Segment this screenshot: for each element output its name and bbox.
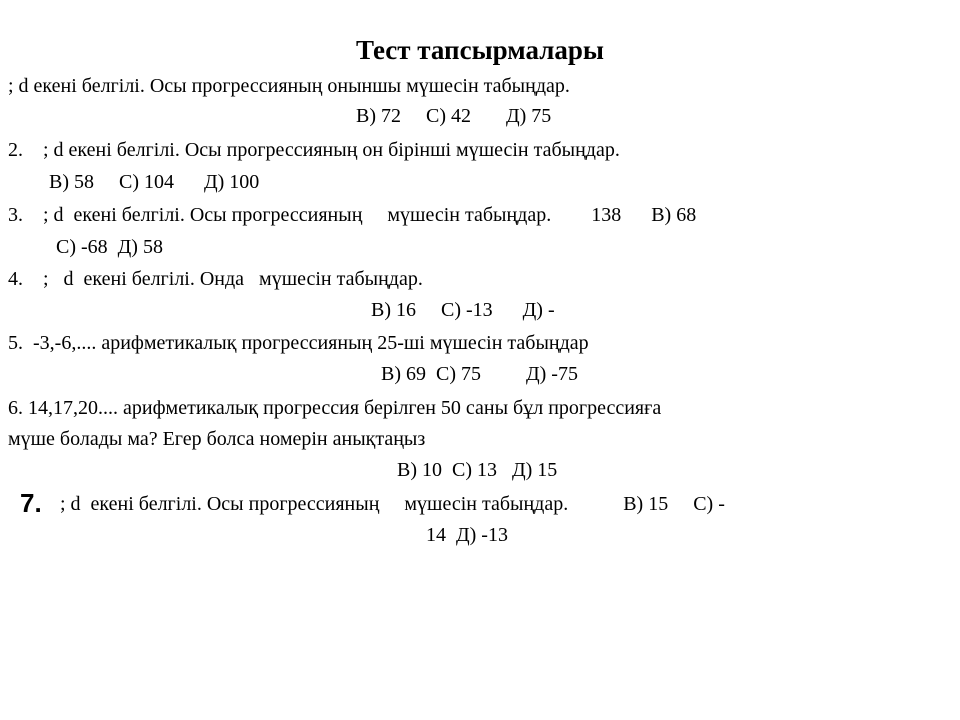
- question-2-answers: В) 58 С) 104 Д) 100: [49, 171, 260, 193]
- question-6-text: 6. 14,17,20.... арифметикалық прогрессия берілген 50 саны бұл прогрессияға: [8, 397, 662, 419]
- question-3-answers: С) -68 Д) 58: [56, 236, 163, 258]
- question-7-text: ; d екені белгілі. Осы прогрессияның мүшесін табыңдар. В) 15 С) -: [60, 493, 725, 515]
- question-5-answers: В) 69 С) 75 Д) -75: [381, 363, 578, 385]
- question-6-answers: В) 10 С) 13 Д) 15: [397, 459, 558, 481]
- question-2-text: 2. ; d екені белгілі. Осы прогрессияның он бірінші мүшесін табыңдар.: [8, 139, 620, 161]
- question-1-answers: В) 72 С) 42 Д) 75: [356, 105, 552, 127]
- question-1-text: ; d екені белгілі. Осы прогрессияның оныншы мүшесін табыңдар.: [8, 75, 570, 97]
- question-5-text: 5. -3,-6,.... арифметикалық прогрессияның 25-ші мүшесін табыңдар: [8, 332, 589, 354]
- question-3-text: 3. ; d екені белгілі. Осы прогрессияның мүшесін табыңдар. 138 В) 68: [8, 204, 697, 226]
- question-4-answers: В) 16 С) -13 Д) -: [371, 299, 555, 321]
- question-4-text: 4. ; d екені белгілі. Онда мүшесін табыңдар.: [8, 268, 423, 290]
- question-7-answers-cont: 14 Д) -13: [426, 524, 508, 546]
- question-7-number: 7.: [20, 488, 42, 518]
- page-title: Тест тапсырмалары: [356, 35, 604, 65]
- question-6-text-cont: мүше болады ма? Егер болса номерін анықтаңыз: [8, 428, 426, 450]
